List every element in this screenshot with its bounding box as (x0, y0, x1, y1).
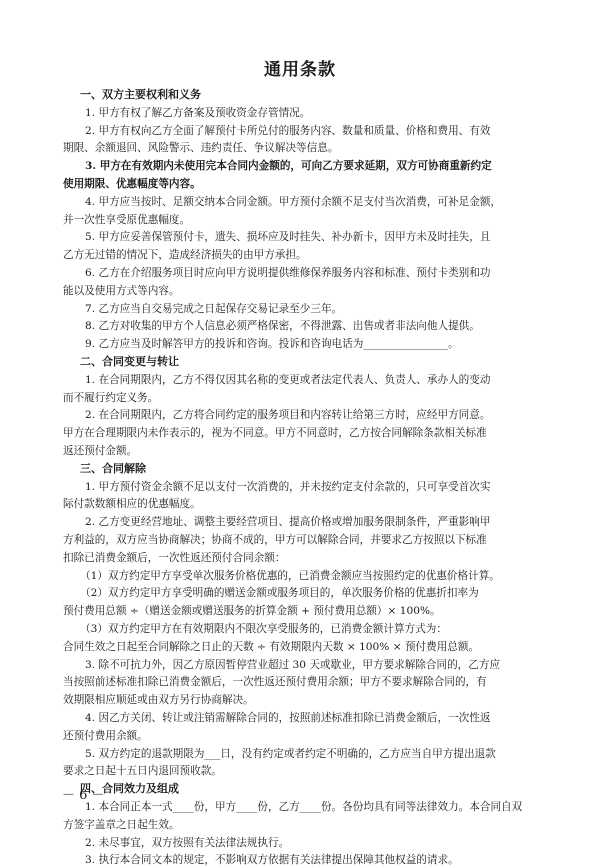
paragraph-line: 方利益的，双方应当协商解决；协商不成的，甲方可以解除合同，并要求乙方按照以下标准 (63, 534, 487, 546)
section-heading: 二、合同变更与转让 (80, 355, 179, 368)
section-heading: 四、合同效力及组成 (80, 782, 179, 795)
paragraph-line: 并一次性享受原优惠幅度。 (63, 214, 191, 226)
paragraph-line: 3. 执行本合同文本的规定，不影响双方依据有关法律提出保障其他权益的请求。 (85, 854, 459, 866)
paragraph-line: 2. 乙方变更经营地址、调整主要经营项目、提高价格或增加服务限制条件，严重影响甲 (85, 516, 491, 528)
paragraph-line: 合同生效之日起至合同解除之日止的天数 ÷ 有效期限内天数 × 100% × 预付费用总额。 (63, 641, 480, 653)
paragraph-line: 2. 甲方有权向乙方全面了解预付卡所兑付的服务内容、数量和质量、价格和费用、有效 (85, 125, 491, 137)
paragraph-line: 3. 甲方在有效期内未使用完本合同内金额的，可向乙方要求延期，双方可协商重新约定 (85, 160, 492, 172)
paragraph-line: 方签字盖章之日起生效。 (63, 819, 180, 831)
paragraph-line: 返还预付金额。 (63, 445, 138, 457)
paragraph-line: 4. 甲方应当按时、足额交纳本合同金额。甲方预付余额不足支付当次消费，可补足金额， (85, 196, 502, 208)
paragraph-line: 预付费用总额 ÷（赠送金额或赠送服务的折算金额 + 预付费用总额）× 100%。 (63, 605, 441, 617)
paragraph-line: 要求之日起十五日内退回预收款。 (63, 765, 222, 777)
paragraph-line: 扣除已消费金额后，一次性返还预付合同余额： (63, 552, 286, 564)
paragraph-line: 9. 乙方应当及时解答甲方的投诉和咨询。投诉和咨询电话为________________。 (85, 338, 459, 350)
paragraph-line: 使用期限、优惠幅度等内容。 (63, 178, 201, 190)
paragraph-line: 7. 乙方应当自交易完成之日起保存交易记录至少三年。 (85, 303, 343, 315)
paragraph-line: 1. 甲方有权了解乙方备案及预收资金存管情况。 (85, 107, 311, 119)
paragraph-line: 而不履行约定义务。 (63, 392, 159, 404)
paragraph-line: 5. 双方约定的退款期限为___日，没有约定或者约定不明确的，乙方应当自甲方提出退款 (85, 748, 496, 760)
paragraph-line: 能以及使用方式等内容。 (63, 285, 180, 297)
paragraph-line: 1. 本合同正本一式____份，甲方____份，乙方____份。各份均具有同等法律效力。本合同自双 (85, 801, 523, 813)
paragraph-line: 甲方在合理期限内未作表示的，视为不同意。甲方不同意时，乙方按合同解除条款相关标准 (63, 427, 487, 439)
page-title: 通用条款 (264, 60, 336, 80)
paragraph-line: 2. 在合同期限内，乙方将合同约定的服务项目和内容转让给第三方时，应经甲方同意。 (85, 409, 491, 421)
paragraph-line: 4. 因乙方关闭、转让或注销需解除合同的，按照前述标准扣除已消费金额后，一次性返 (85, 712, 491, 724)
paragraph-line: 6. 乙方在介绍服务项目时应向甲方说明提供维修保养服务内容和标准、预付卡类别和功 (85, 267, 491, 279)
paragraph-line: 5. 甲方应妥善保管预付卡，遗失、损坏应及时挂失、补办新卡，因甲方未及时挂失，且 (85, 231, 491, 243)
paragraph-line: 效期限相应顺延或由双方另行协商解决。 (63, 694, 254, 706)
paragraph-line: 1. 在合同期限内，乙方不得仅因其名称的变更或者法定代表人、负责人、承办人的变动 (85, 374, 491, 386)
paragraph-line: 当按照前述标准扣除已消费金额后，一次性返还预付费用余额；甲方不要求解除合同的，有 (63, 676, 487, 688)
section-heading: 一、双方主要权利和义务 (80, 88, 201, 101)
page-number: － 6 － (62, 788, 105, 803)
paragraph-line: 期限、余额退回、风险警示、违约责任、争议解决等信息。 (63, 142, 339, 154)
paragraph-line: （2）双方约定甲方享受明确的赠送金额或服务项目的，单次服务价格的优惠折扣率为 (80, 587, 479, 599)
paragraph-line: 乙方无过错的情况下，造成经济损失的由甲方承担。 (63, 249, 307, 261)
paragraph-line: （1）双方约定甲方享受单次服务价格优惠的，已消费金额应当按照约定的优惠价格计算。 (80, 570, 500, 582)
paragraph-line: 还预付费用余额。 (63, 730, 148, 742)
paragraph-line: 1. 甲方预付资金余额不足以支付一次消费的，并未按约定支付余款的，只可享受首次实 (85, 481, 491, 493)
paragraph-line: 8. 乙方对收集的甲方个人信息必须严格保密，不得泄露、出售或者非法向他人提供。 (85, 320, 480, 332)
paragraph-line: 3. 除不可抗力外，因乙方原因暂停营业超过 30 天或歇业，甲方要求解除合同的，乙方应 (85, 659, 501, 671)
paragraph-line: 2. 未尽事宜，双方按照有关法律法规执行。 (85, 837, 290, 849)
paragraph-line: （3）双方约定甲方在有效期限内不限次享受服务的，已消费金额计算方式为： (80, 623, 447, 635)
section-heading: 三、合同解除 (80, 462, 146, 475)
paragraph-line: 际付款数额相应的优惠幅度。 (63, 498, 201, 510)
